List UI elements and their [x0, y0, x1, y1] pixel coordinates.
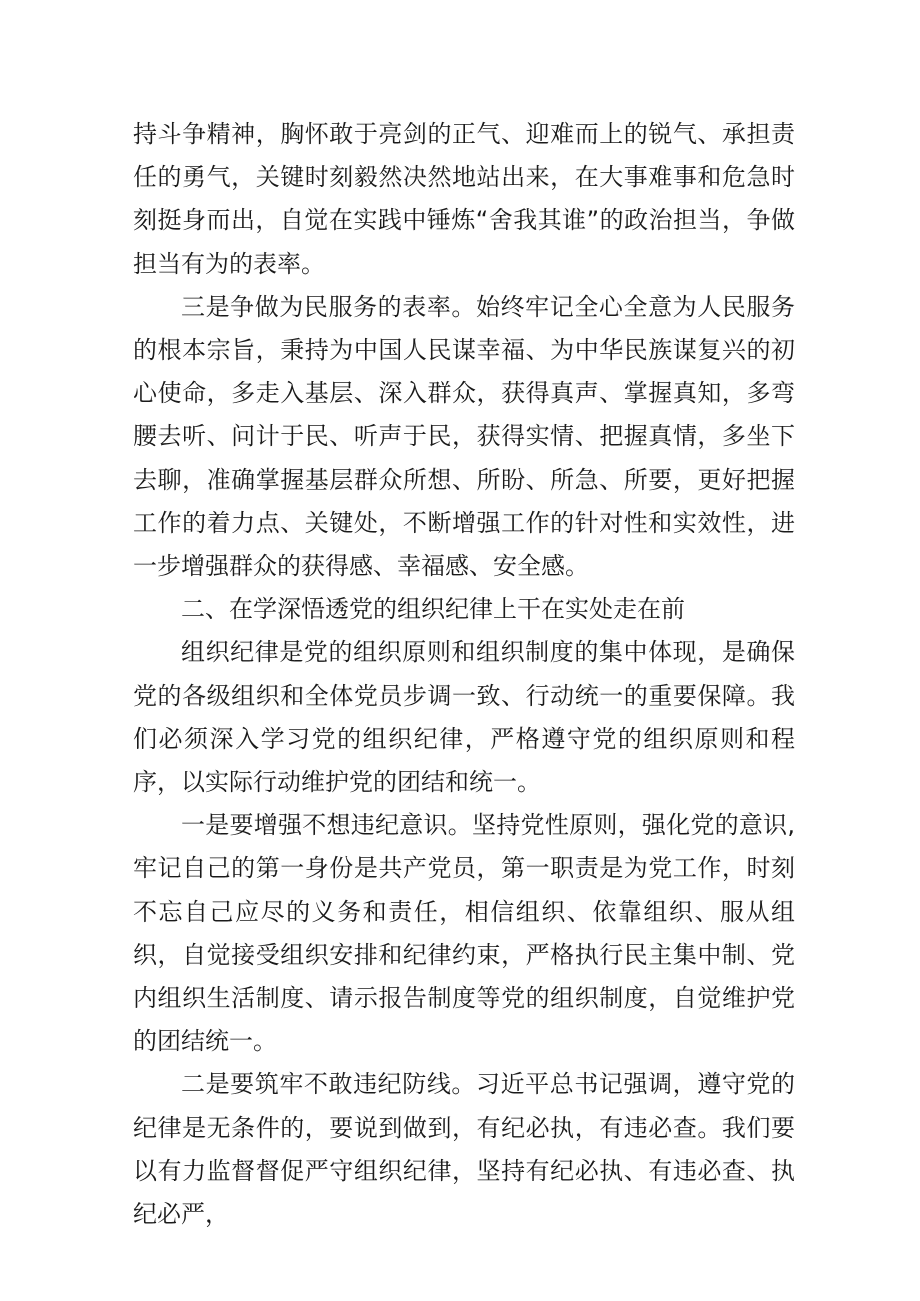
paragraph-serve-people: 三是争做为民服务的表率。始终牢记全心全意为人民服务的根本宗旨，秉持为中国人民谋幸福、为中华民族谋复兴的初心使命，多走入基层、深入群众，获得真声、掌握真知，多弯腰去听、问计于民、听声于民，获得实情、把握真情，多坐下去聊，准确掌握基层群众所想、所盼、所急、所要，更好把握工作的着力点、关键处，不断增强工作的针对性和实效性，进一步增强群众的获得感、幸福感、安全感。: [133, 292, 795, 581]
paragraph-continuation: 持斗争精神，胸怀敢于亮剑的正气、迎难而上的锐气、承担责任的勇气，关键时刻毅然决然地站出来，在大事难事和危急时刻挺身而出，自觉在实践中锤炼“舍我其谁”的政治担当，争做担当有为的表率。: [133, 120, 795, 278]
section-heading: 二、在学深悟透党的组织纪律上干在实处走在前: [181, 595, 685, 624]
paragraph-defense-line: 二是要筑牢不敢违纪防线。习近平总书记强调，遵守党的纪律是无条件的，要说到做到，有纪必执，有违必查。我们要以有力监督督促严守组织纪律，坚持有纪必执、有违必查、执纪必严，: [133, 1070, 795, 1229]
paragraph-organizational-discipline: 组织纪律是党的组织原则和组织制度的集中体现，是确保党的各级组织和全体党员步调一致、行动统一的重要保障。我们必须深入学习党的组织纪律，严格遵守党的组织原则和程序，以实际行动维护党的团结和统一。: [133, 638, 795, 797]
document-body: [133, 113, 795, 1236]
paragraph-awareness: 一是要增强不想违纪意识。坚持党性原则，强化党的意识,牢记自己的第一身份是共产党员，第一职责是为党工作，时刻不忘自己应尽的义务和责任，相信组织、依靠组织、服从组织，自觉接受组织安排和纪律约束，严格执行民主集中制、党内组织生活制度、请示报告制度等党的组织制度，自觉维护党的团结统一。: [133, 811, 795, 1056]
